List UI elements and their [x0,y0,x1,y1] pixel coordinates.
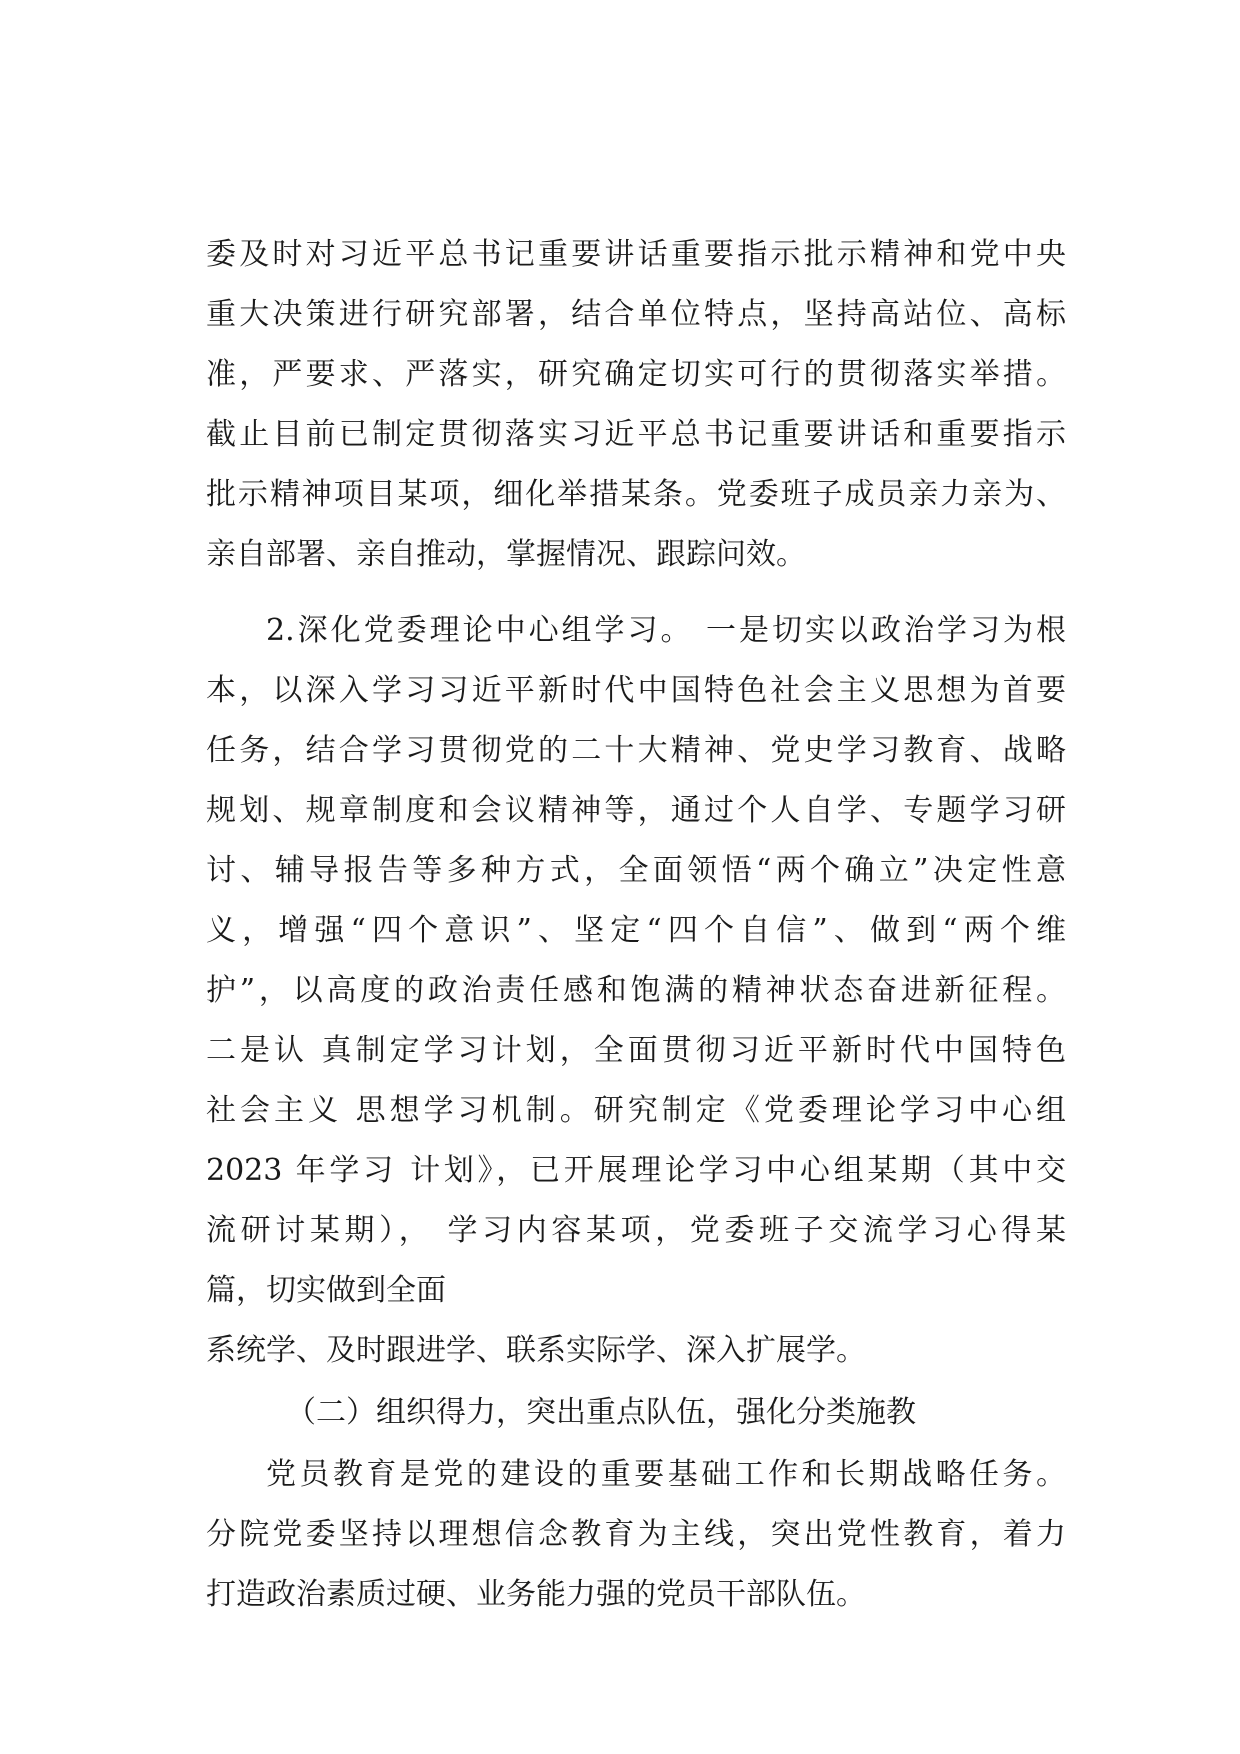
paragraph-line: 流研讨某期）， 学习内容某项，党委班子交流学习心得某 [206,1213,1066,1248]
paragraph-line: 讨、辅导报告等多种方式，全面领悟“两个确立”决定性意 [206,853,1066,888]
paragraph-line: 篇，切实做到全面 [206,1273,446,1308]
paragraph-line: 任务，结合学习贯彻党的二十大精神、党史学习教育、战略 [206,733,1066,768]
paragraph-line: 二是认 真制定学习计划，全面贯彻习近平新时代中国特色 [206,1033,1066,1068]
paragraph-line: 亲自部署、亲自推动，掌握情况、跟踪问效。 [206,537,806,572]
paragraph-line: 分院党委坚持以理想信念教育为主线，突出党性教育，着力 [206,1517,1066,1552]
paragraph-line: 系统学、及时跟进学、联系实际学、深入扩展学。 [206,1333,866,1368]
paragraph-line: 党员教育是党的建设的重要基础工作和长期战略任务。 [266,1457,1066,1492]
paragraph-line: 本，以深入学习习近平新时代中国特色社会主义思想为首要 [206,673,1066,708]
paragraph-line: 打造政治素质过硬、业务能力强的党员干部队伍。 [206,1577,866,1612]
paragraph-line: 截止目前已制定贯彻落实习近平总书记重要讲话和重要指示 [206,417,1066,452]
paragraph-line: 委及时对习近平总书记重要讲话重要指示批示精神和党中央 [206,237,1066,272]
section-heading-line: 2.深化党委理论中心组学习。 一是切实以政治学习为根 [266,613,1066,648]
paragraph-line: 社会主义 思想学习机制。研究制定《党委理论学习中心组 [206,1093,1066,1128]
subsection-heading: （二）组织得力，突出重点队伍，强化分类施教 [286,1395,916,1430]
paragraph-line: 规划、规章制度和会议精神等，通过个人自学、专题学习研 [206,793,1066,828]
paragraph-line: 2023 年学习 计划》，已开展理论学习中心组某期（其中交 [206,1153,1066,1188]
paragraph-line: 护”，以高度的政治责任感和饱满的精神状态奋进新征程。 [206,973,1066,1008]
paragraph-line: 批示精神项目某项，细化举措某条。党委班子成员亲力亲为、 [206,477,1066,512]
paragraph-line: 准，严要求、严落实，研究确定切实可行的贯彻落实举措。 [206,357,1066,392]
paragraph-line: 重大决策进行研究部署，结合单位特点，坚持高站位、高标 [206,297,1066,332]
paragraph-line: 义，增强“四个意识”、坚定“四个自信”、做到“两个维 [206,913,1066,948]
